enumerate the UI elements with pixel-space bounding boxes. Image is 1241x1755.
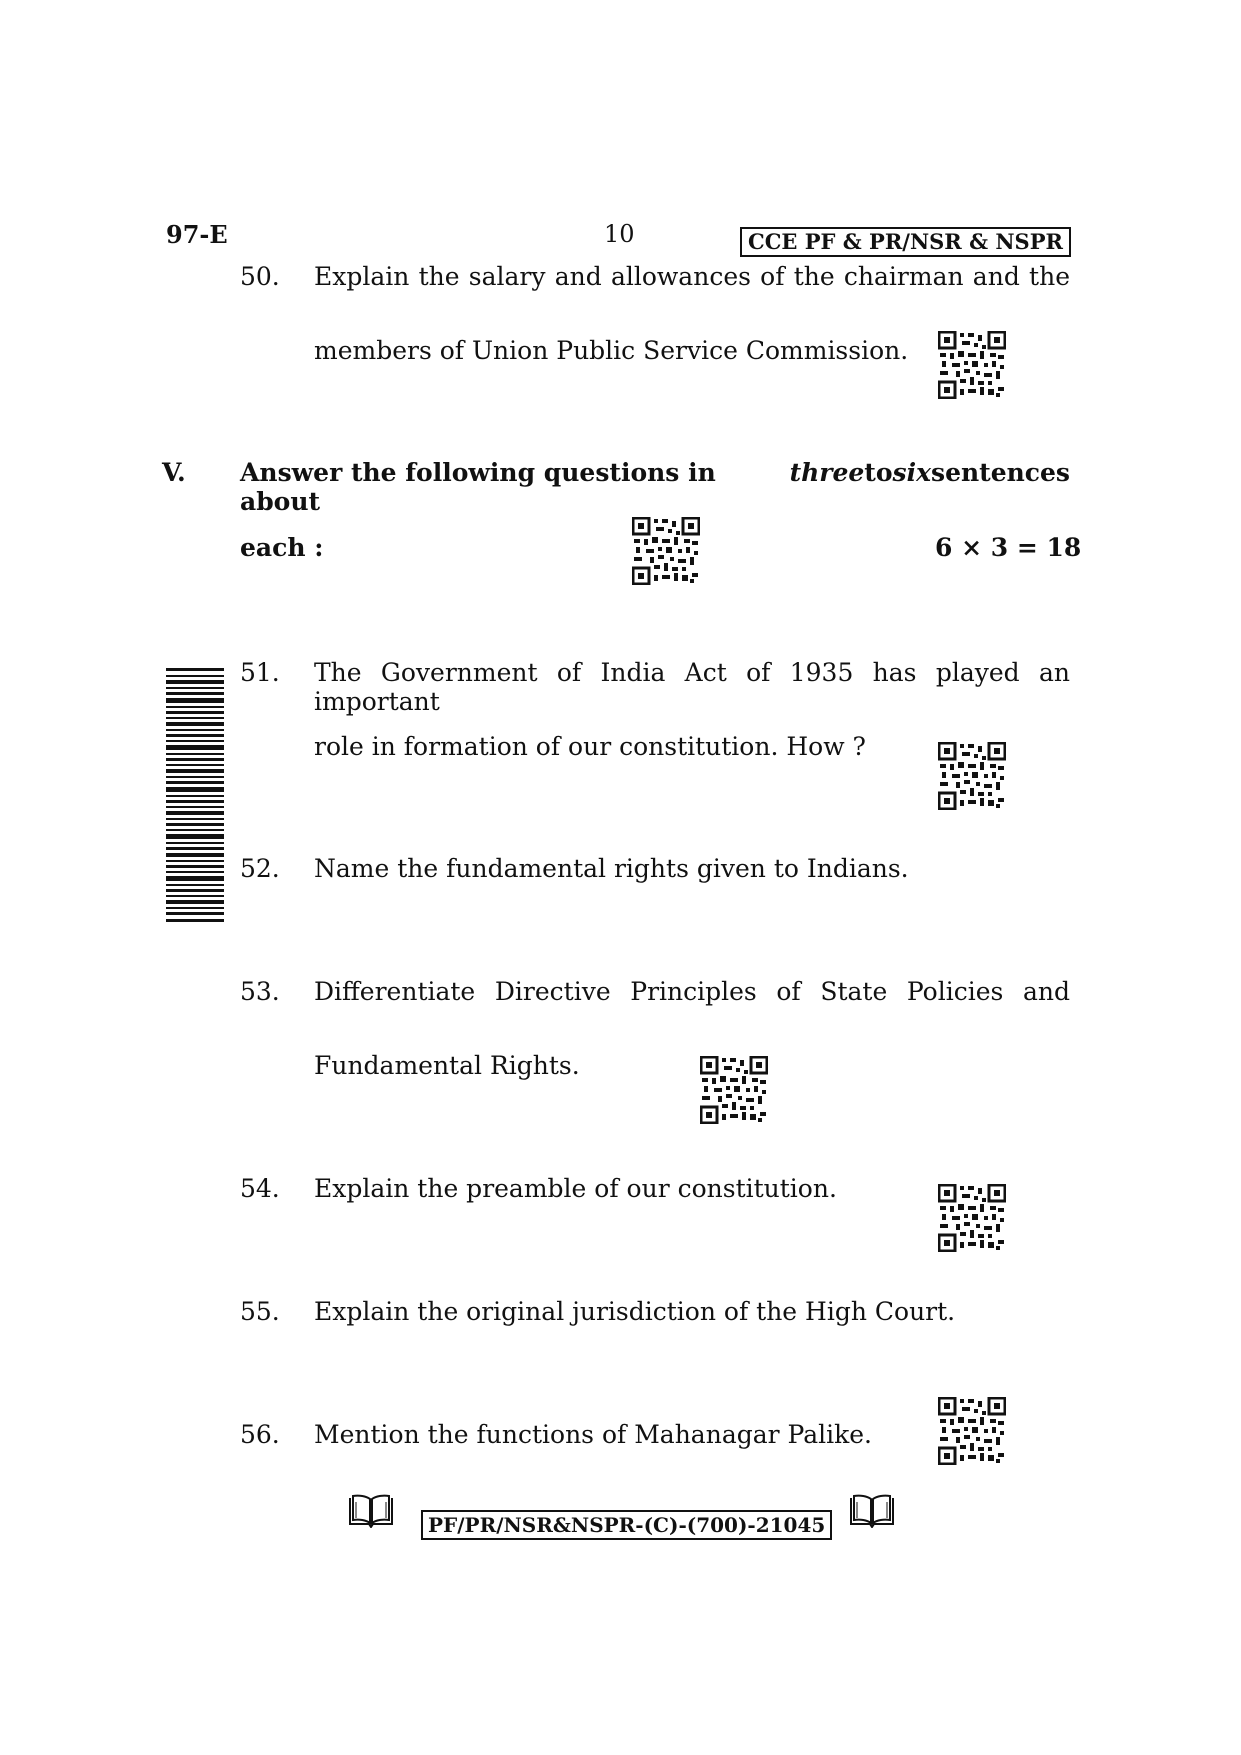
question-53-number: 53.	[240, 977, 280, 1006]
question-51-number: 51.	[240, 658, 280, 687]
qr-code-icon	[938, 1184, 1006, 1252]
open-book-icon	[348, 1494, 394, 1528]
instruction-part1: Answer the following questions in about	[240, 458, 716, 516]
qr-code-icon	[938, 1397, 1006, 1465]
page-number: 10	[604, 220, 635, 248]
instruction-to: to	[864, 458, 893, 487]
question-54-number: 54.	[240, 1174, 280, 1203]
question-50-number: 50.	[240, 262, 280, 291]
question-51-line1: The Government of India Act of 1935 has played an important	[314, 658, 1070, 716]
qr-code-icon	[938, 331, 1006, 399]
footer-paper-code: PF/PR/NSR&NSPR-(C)-(700)-21045	[421, 1510, 832, 1540]
section-marks: 6 × 3 = 18	[935, 533, 1082, 562]
qr-code-icon	[700, 1056, 768, 1124]
question-50-line2: members of Union Public Service Commission.	[314, 336, 909, 365]
section-roman-numeral: V.	[162, 458, 186, 487]
section-instruction-line2: each :	[240, 533, 324, 562]
paper-code: 97-E	[166, 220, 228, 249]
question-51-line2: role in formation of our constitution. How ?	[314, 732, 866, 761]
question-53-line2: Fundamental Rights.	[314, 1051, 580, 1080]
instruction-six: six	[892, 458, 931, 487]
question-53-line1: Differentiate Directive Principles of State Policies and	[314, 977, 1070, 1006]
section-instruction	[240, 458, 1070, 516]
qr-code-icon	[938, 742, 1006, 810]
question-56-line1: Mention the functions of Mahanagar Palike.	[314, 1420, 873, 1449]
instruction-three: three	[789, 458, 865, 487]
qr-code-icon	[632, 517, 700, 585]
barcode-icon	[166, 668, 224, 924]
question-55-number: 55.	[240, 1297, 280, 1326]
question-55-line1: Explain the original jurisdiction of the High Court.	[314, 1297, 956, 1326]
question-56-number: 56.	[240, 1420, 280, 1449]
instruction-part2: sentences	[931, 458, 1070, 487]
question-54-line1: Explain the preamble of our constitution.	[314, 1174, 837, 1203]
question-52-number: 52.	[240, 854, 280, 883]
open-book-icon	[849, 1494, 895, 1528]
exam-title-box: CCE PF & PR/NSR & NSPR	[740, 227, 1071, 257]
question-52-line1: Name the fundamental rights given to Indians.	[314, 854, 909, 883]
question-50-line1: Explain the salary and allowances of the chairman and the	[314, 262, 1070, 291]
